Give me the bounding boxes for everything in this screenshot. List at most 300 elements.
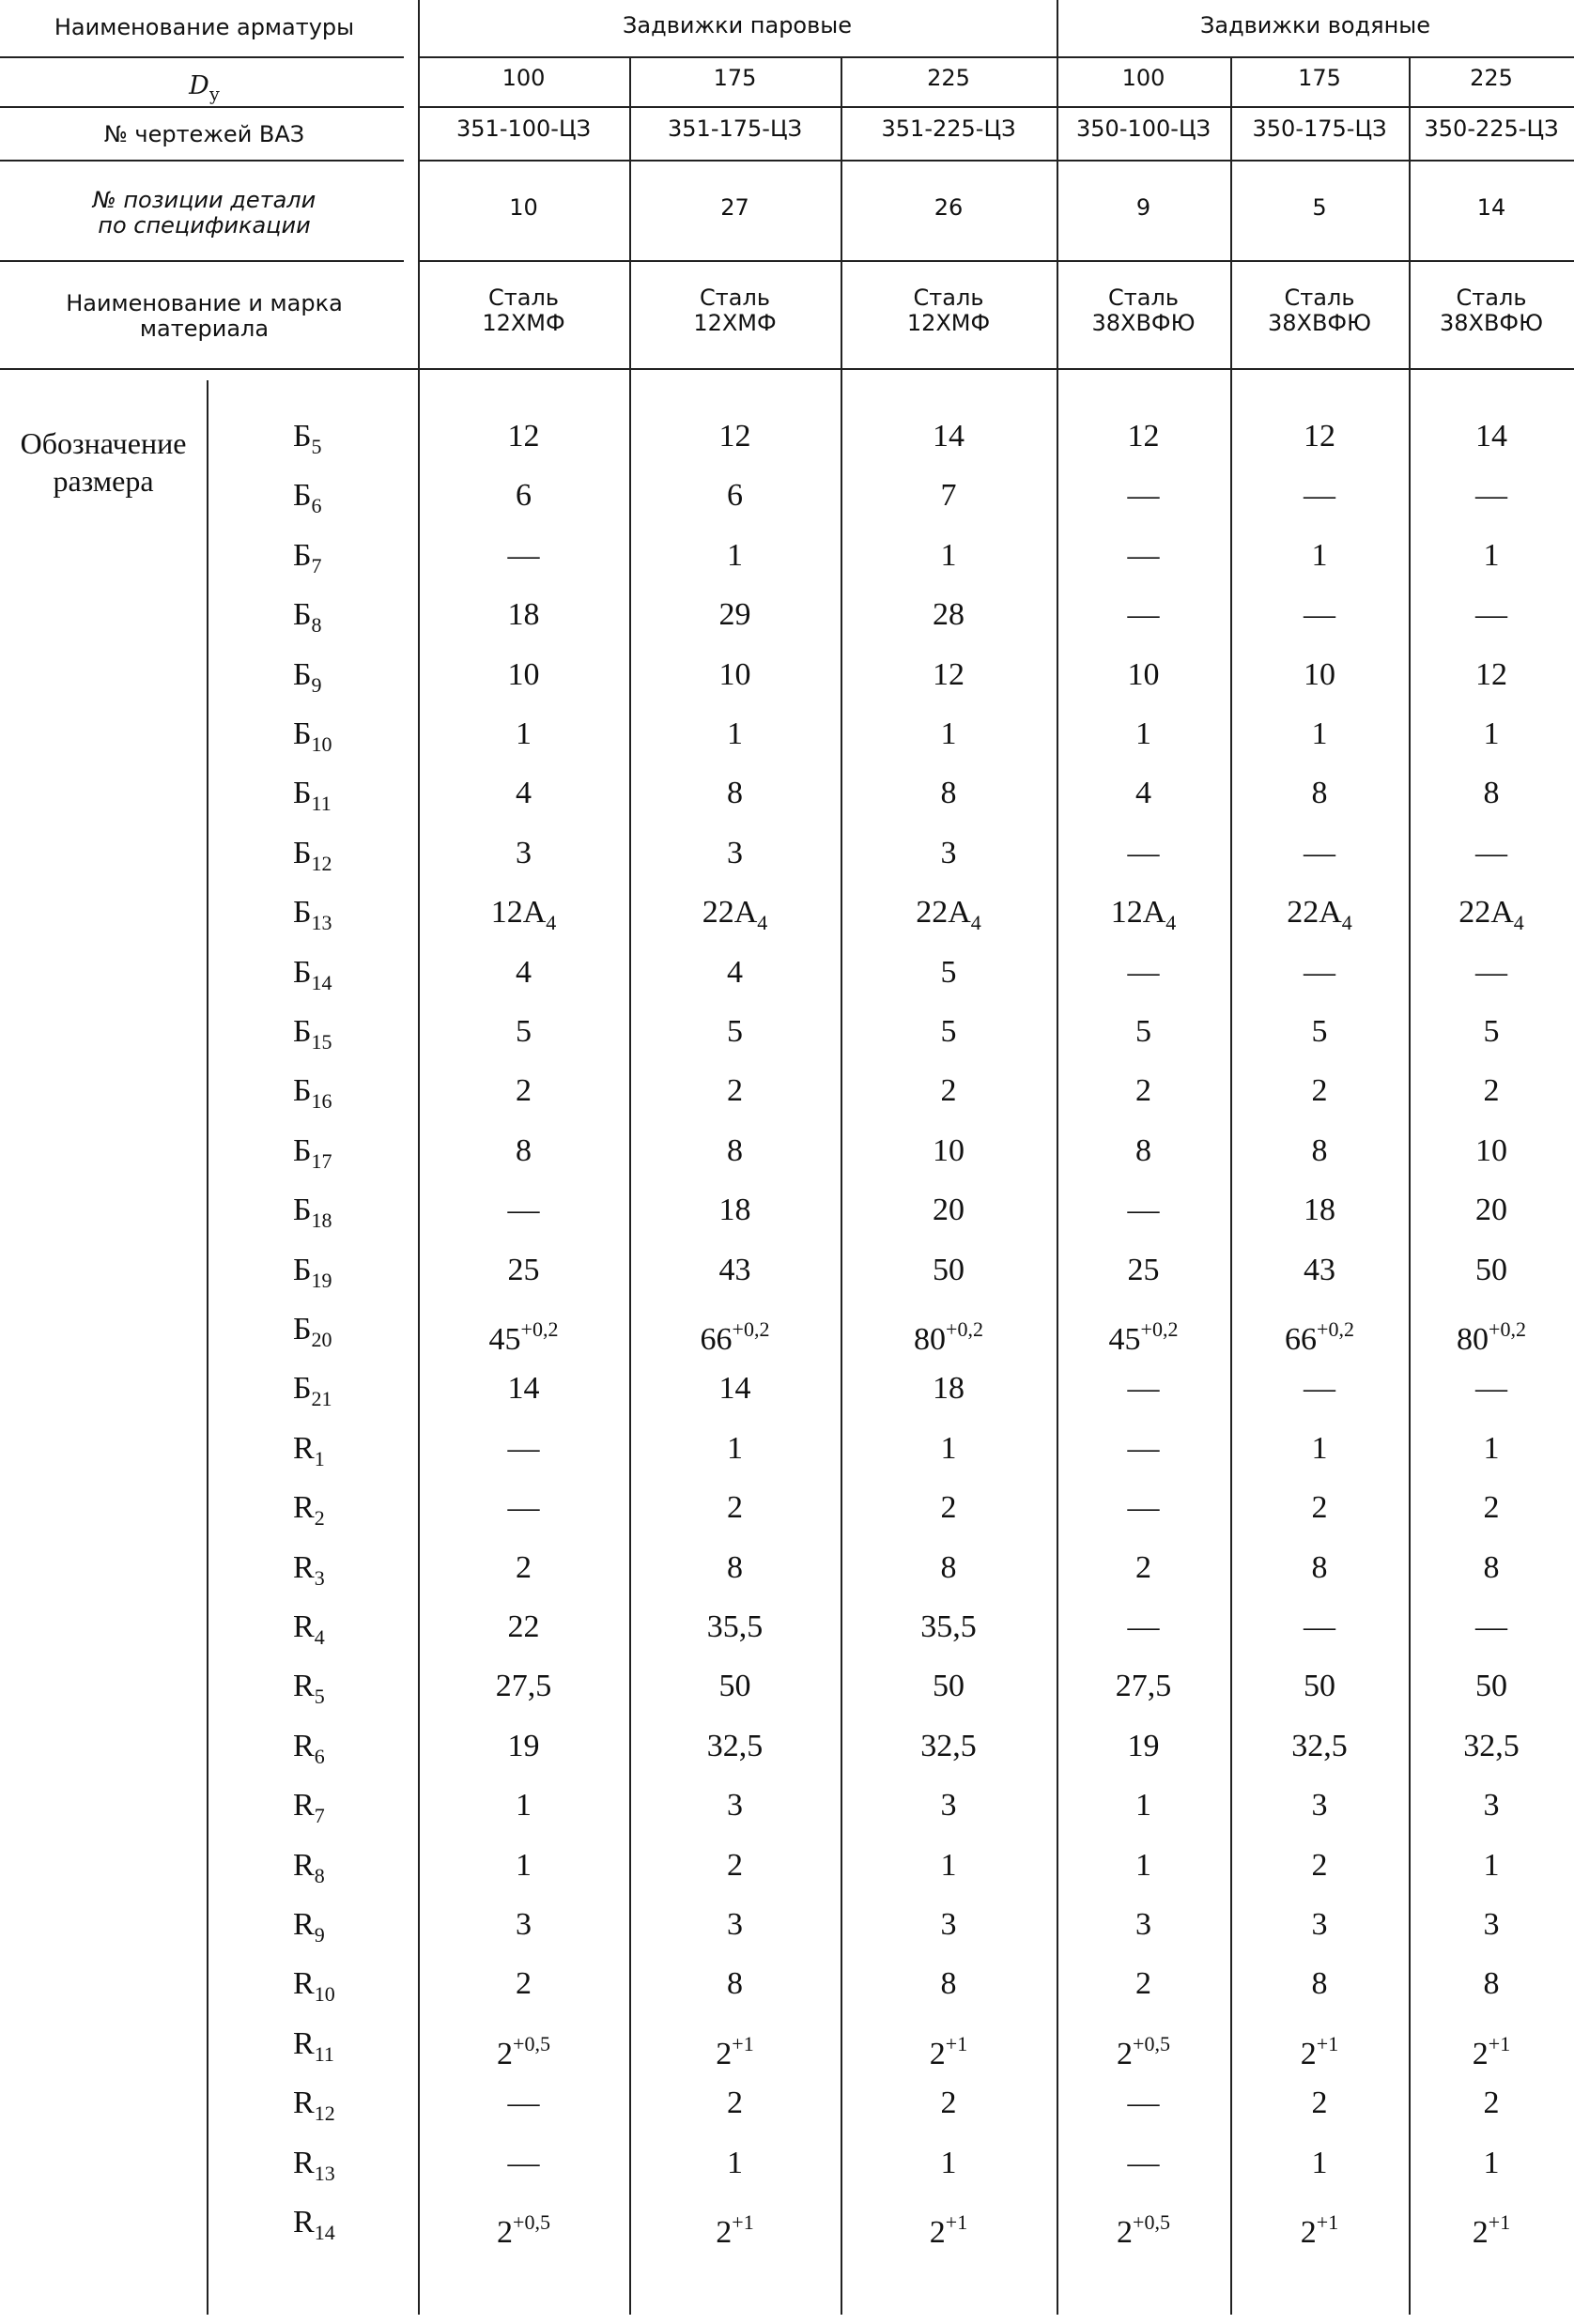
cell-value: 2 xyxy=(1311,1073,1328,1108)
row-label xyxy=(293,1311,332,1351)
row-symbol-index: 12 xyxy=(314,2101,335,2125)
table-cell xyxy=(1057,954,1230,992)
table-cell xyxy=(1409,894,1574,934)
table-cell xyxy=(1409,1192,1574,1229)
table-cell xyxy=(841,1668,1057,1705)
row-symbol-index: 10 xyxy=(314,1982,335,2006)
cell-subscript: 4 xyxy=(546,911,557,934)
table-cell xyxy=(1057,716,1230,753)
table-cell xyxy=(1230,2085,1409,2122)
table-cell xyxy=(841,716,1057,753)
cell-value: 12 xyxy=(1304,419,1335,454)
table-cell xyxy=(1409,954,1574,992)
table-cell xyxy=(418,1370,629,1408)
cell-value: 1 xyxy=(1311,1431,1328,1466)
cell-value: 22 xyxy=(507,1609,540,1644)
row-symbol-index: 7 xyxy=(311,554,322,577)
cell-value: 2 xyxy=(516,1550,532,1585)
row-label xyxy=(293,894,332,934)
table-cell xyxy=(841,1311,1057,1357)
cell-tolerance: +1 xyxy=(732,2032,754,2055)
table-cell xyxy=(1409,1549,1574,1587)
table-cell xyxy=(629,1489,841,1527)
table-cell xyxy=(1230,1370,1409,1408)
cell-value: 14 xyxy=(933,419,964,454)
position-number: 26 xyxy=(934,194,964,221)
table-cell xyxy=(1057,1430,1230,1468)
table-cell xyxy=(1230,1192,1409,1229)
cell-value: 5 xyxy=(516,1014,532,1049)
table-cell xyxy=(629,1906,841,1944)
row-label xyxy=(293,1252,332,1292)
table-cell xyxy=(1057,537,1230,575)
table-cell xyxy=(418,1013,629,1051)
row-symbol-index: 20 xyxy=(311,1328,332,1351)
cell-tolerance: +0,2 xyxy=(732,1317,770,1341)
cell-value: 1 xyxy=(1135,1848,1151,1883)
drawing-number: 350-100-ЦЗ xyxy=(1076,115,1211,142)
table-cell xyxy=(418,954,629,992)
row-symbol-index: 8 xyxy=(311,613,322,637)
table-cell xyxy=(1230,1311,1409,1357)
row-symbol-index: 5 xyxy=(314,1685,325,1708)
table-cell xyxy=(629,1192,841,1229)
position-label-line1: № позиции детали xyxy=(92,187,316,213)
cell-value: — xyxy=(1475,1371,1507,1406)
cell-value: 50 xyxy=(718,1669,751,1703)
table-cell xyxy=(629,835,841,872)
table-cell xyxy=(418,1252,629,1289)
table-cell xyxy=(1230,1728,1409,1765)
table-cell xyxy=(1409,1132,1574,1170)
table-cell xyxy=(1409,716,1574,753)
cell-value: — xyxy=(1127,955,1160,990)
table-cell xyxy=(418,2025,629,2071)
cell-value: 2 xyxy=(940,1073,957,1108)
cell-value: 1 xyxy=(516,1848,532,1883)
row-symbol: R xyxy=(293,1788,315,1823)
table-cell xyxy=(1230,1965,1409,2003)
row-symbol-index: 12 xyxy=(311,852,332,875)
group-water-header: Задвижки водяные xyxy=(1199,12,1431,38)
table-cell xyxy=(1409,1965,1574,2003)
table-cell xyxy=(1057,1965,1230,2003)
material-grade: 12ХМФ xyxy=(906,310,991,336)
table-cell xyxy=(629,1252,841,1289)
cell-value: 1 xyxy=(1135,716,1151,751)
cell-value: 4 xyxy=(727,955,743,990)
cell-value: 27,5 xyxy=(1115,1669,1172,1703)
row-label xyxy=(293,596,322,637)
table-cell xyxy=(1057,1608,1230,1646)
row-symbol-index: 3 xyxy=(314,1566,325,1590)
table-cell xyxy=(841,1192,1057,1229)
cell-value: 50 xyxy=(933,1669,964,1703)
row-symbol-index: 16 xyxy=(311,1089,332,1113)
row-label xyxy=(293,835,332,875)
table-cell xyxy=(841,1252,1057,1289)
row-symbol: R xyxy=(293,1609,315,1644)
cell-tolerance: +0,5 xyxy=(1133,2210,1170,2234)
cell-value: 2 xyxy=(1135,1550,1151,1585)
cell-value: 3 xyxy=(1311,1907,1328,1942)
cell-value: 8 xyxy=(1311,1550,1328,1585)
table-cell xyxy=(841,1013,1057,1051)
table-cell xyxy=(418,1132,629,1170)
cell-value: 1 xyxy=(1483,2146,1500,2180)
cell-value: 32,5 xyxy=(1463,1729,1520,1763)
cell-value: 3 xyxy=(940,836,957,870)
table-cell xyxy=(1057,835,1230,872)
cell-tolerance: +1 xyxy=(732,2210,754,2234)
cell-value: 25 xyxy=(1127,1253,1160,1287)
row-symbol-index: 13 xyxy=(311,911,332,934)
cell-tolerance: +0,2 xyxy=(946,1317,983,1341)
cell-value: 10 xyxy=(718,657,751,692)
cell-value: — xyxy=(507,1490,540,1525)
dy-value: 175 xyxy=(713,65,757,91)
material-name: Сталь xyxy=(700,285,770,311)
material-grade: 38ХВФЮ xyxy=(1091,310,1196,336)
table-cell xyxy=(1230,1132,1409,1170)
table-cell xyxy=(841,1072,1057,1110)
cell-tolerance: +0,5 xyxy=(1133,2032,1170,2055)
cell-tolerance: +1 xyxy=(945,2210,968,2234)
row-label xyxy=(293,656,322,697)
cell-value: 3 xyxy=(1135,1907,1151,1942)
material-name: Сталь xyxy=(1456,285,1527,311)
table-cell xyxy=(1409,1370,1574,1408)
cell-value: 2 xyxy=(1483,1073,1500,1108)
cell-value: — xyxy=(507,1193,540,1227)
table-cell xyxy=(1409,477,1574,515)
table-cell xyxy=(1057,2204,1230,2250)
table-cell xyxy=(629,1370,841,1408)
cell-value: 1 xyxy=(1483,716,1500,751)
cell-value: 3 xyxy=(727,1788,743,1823)
cell-value: 45 xyxy=(1108,1322,1141,1357)
table-cell xyxy=(1409,596,1574,634)
table-cell xyxy=(629,656,841,694)
row-label xyxy=(293,775,332,815)
table-cell xyxy=(418,775,629,812)
row-symbol-index: 8 xyxy=(314,1864,325,1887)
cell-value: 10 xyxy=(1475,1133,1507,1168)
cell-value: — xyxy=(1304,1609,1335,1644)
table-cell xyxy=(418,1072,629,1110)
row-symbol: Б xyxy=(293,1193,312,1227)
table-cell xyxy=(841,656,1057,694)
cell-value: 3 xyxy=(940,1907,957,1942)
cell-value: 2 xyxy=(727,1073,743,1108)
table-cell xyxy=(418,1549,629,1587)
row-symbol: Б xyxy=(293,1312,312,1347)
table-cell xyxy=(1409,656,1574,694)
table-cell xyxy=(1409,2204,1574,2250)
rule-h xyxy=(418,260,1574,262)
rule-v xyxy=(207,380,208,2315)
table-cell xyxy=(841,1549,1057,1587)
drawing-label: № чертежей ВАЗ xyxy=(103,121,305,147)
cell-value: 1 xyxy=(940,1848,957,1883)
cell-value: 66 xyxy=(700,1322,733,1357)
table-cell xyxy=(1230,1430,1409,1468)
cell-value: 2 xyxy=(1300,2037,1317,2071)
cell-value: 1 xyxy=(727,538,743,573)
table-cell xyxy=(418,596,629,634)
table-cell xyxy=(629,1847,841,1885)
cell-tolerance: +0,2 xyxy=(1140,1317,1179,1341)
cell-value: 8 xyxy=(727,1966,743,2001)
cell-value: 18 xyxy=(718,1193,751,1227)
cell-tolerance: +1 xyxy=(1316,2032,1339,2055)
table-cell xyxy=(1409,2145,1574,2182)
row-symbol: Б xyxy=(293,1014,312,1049)
row-symbol-index: 19 xyxy=(311,1269,332,1292)
dy-value: 225 xyxy=(927,65,970,91)
position-label-line2: по спецификации xyxy=(98,212,311,239)
table-cell xyxy=(629,1013,841,1051)
row-symbol: R xyxy=(293,2085,315,2120)
table-cell xyxy=(1057,1847,1230,1885)
table-cell xyxy=(1409,1252,1574,1289)
table-cell xyxy=(1409,1906,1574,1944)
cell-value: — xyxy=(507,2146,540,2180)
row-symbol: Б xyxy=(293,836,312,870)
cell-value: 50 xyxy=(933,1253,964,1287)
cell-value: 80 xyxy=(914,1322,947,1357)
row-symbol: R xyxy=(293,1490,315,1525)
row-symbol: Б xyxy=(293,895,312,930)
cell-value: — xyxy=(507,2085,540,2120)
row-symbol: R xyxy=(293,2205,315,2239)
rule-h xyxy=(0,106,404,108)
table-cell xyxy=(1409,2025,1574,2071)
cell-value: — xyxy=(1127,836,1160,870)
material-name: Сталь xyxy=(488,285,559,311)
table-cell xyxy=(841,954,1057,992)
cell-value: 1 xyxy=(727,716,743,751)
table-cell xyxy=(629,954,841,992)
table-cell xyxy=(841,1489,1057,1527)
material-grade: 12ХМФ xyxy=(482,310,565,336)
table-cell xyxy=(1057,2145,1230,2182)
cell-value: 20 xyxy=(933,1193,964,1227)
row-label xyxy=(293,954,332,992)
row-symbol-index: 15 xyxy=(311,1030,332,1054)
cell-value: 3 xyxy=(1483,1907,1500,1942)
cell-value: 4 xyxy=(516,955,532,990)
row-label xyxy=(293,1192,332,1232)
cell-value: 35,5 xyxy=(920,1609,977,1644)
table-cell xyxy=(1057,1013,1230,1051)
table-cell xyxy=(1409,775,1574,812)
cell-value: 3 xyxy=(1311,1788,1328,1823)
dy-label xyxy=(0,73,409,107)
drawing-number: 350-175-ЦЗ xyxy=(1252,115,1387,142)
table-cell xyxy=(1409,1013,1574,1051)
table-cell xyxy=(629,1311,841,1357)
cell-value: 3 xyxy=(727,836,743,870)
row-symbol-index: 10 xyxy=(311,732,332,756)
row-label xyxy=(293,537,322,575)
table-cell xyxy=(418,2145,629,2182)
cell-value: 1 xyxy=(516,716,532,751)
fitting-name-label: Наименование арматуры xyxy=(54,14,355,40)
table-cell xyxy=(841,1608,1057,1646)
cell-value: 4 xyxy=(1135,776,1151,810)
table-cell xyxy=(841,2025,1057,2071)
table-cell xyxy=(1409,1430,1574,1468)
row-symbol: Б xyxy=(293,1253,312,1287)
row-label xyxy=(293,2204,335,2244)
row-label xyxy=(293,1668,325,1708)
table-cell xyxy=(418,418,629,455)
table-cell xyxy=(1230,656,1409,694)
cell-value: 22А xyxy=(916,895,971,930)
row-label xyxy=(293,1489,325,1530)
table-cell xyxy=(1230,596,1409,634)
table-cell xyxy=(1230,2204,1409,2250)
cell-subscript: 4 xyxy=(1513,911,1524,934)
table-cell xyxy=(841,1132,1057,1170)
table-cell xyxy=(1057,1192,1230,1229)
table-cell xyxy=(1409,418,1574,455)
table-cell xyxy=(841,1728,1057,1765)
table-cell xyxy=(1230,1847,1409,1885)
material-grade: 12ХМФ xyxy=(693,310,777,336)
cell-value: 12 xyxy=(1127,419,1160,454)
cell-value: 8 xyxy=(727,1133,743,1168)
row-label xyxy=(293,418,322,458)
cell-value: 2 xyxy=(1117,2037,1134,2071)
cell-value: 1 xyxy=(940,716,957,751)
cell-tolerance: +0,5 xyxy=(513,2210,550,2234)
cell-value: 80 xyxy=(1457,1322,1489,1357)
cell-value: 3 xyxy=(516,836,532,870)
cell-tolerance: +1 xyxy=(1488,2032,1511,2055)
material-grade: 38ХВФЮ xyxy=(1267,310,1371,336)
table-cell xyxy=(841,596,1057,634)
row-label xyxy=(293,2085,335,2125)
cell-value: 29 xyxy=(718,597,751,632)
row-symbol-index: 13 xyxy=(314,2162,335,2185)
cell-value: 18 xyxy=(933,1371,964,1406)
cell-value: 22А xyxy=(1287,895,1342,930)
row-symbol: Б xyxy=(293,597,312,632)
table-cell xyxy=(418,1311,629,1357)
cell-value: 2 xyxy=(516,1073,532,1108)
table-cell xyxy=(418,1847,629,1885)
row-label xyxy=(293,1965,335,2006)
cell-value: 1 xyxy=(940,1431,957,1466)
rule-h xyxy=(418,160,1574,162)
row-symbol: R xyxy=(293,1848,315,1883)
table-cell xyxy=(629,1430,841,1468)
table-cell xyxy=(1057,1252,1230,1289)
cell-value: 8 xyxy=(940,1966,957,2001)
row-label xyxy=(293,477,322,515)
cell-value: 10 xyxy=(507,657,540,692)
cell-value: 8 xyxy=(727,1550,743,1585)
table-cell xyxy=(418,1965,629,2003)
position-number: 14 xyxy=(1476,194,1506,221)
rule-h xyxy=(0,56,404,58)
row-symbol-index: 17 xyxy=(311,1149,332,1173)
table-cell xyxy=(841,1787,1057,1824)
cell-value: 18 xyxy=(1304,1193,1335,1227)
table-cell xyxy=(841,537,1057,575)
cell-value: 50 xyxy=(1475,1253,1507,1287)
row-symbol: Б xyxy=(293,419,312,454)
table-cell xyxy=(629,2085,841,2122)
drawing-number: 351-225-ЦЗ xyxy=(881,115,1016,142)
dy-value: 175 xyxy=(1298,65,1341,91)
row-symbol-index: 7 xyxy=(314,1804,325,1827)
row-symbol-index: 9 xyxy=(311,673,322,697)
cell-value: 5 xyxy=(940,1014,957,1049)
cell-value: — xyxy=(1127,1490,1160,1525)
cell-value: 50 xyxy=(1304,1669,1335,1703)
cell-value: 12 xyxy=(507,419,540,454)
dy-label-main: D xyxy=(189,71,209,100)
table-cell xyxy=(629,1132,841,1170)
table-cell xyxy=(418,1906,629,1944)
row-label xyxy=(293,1787,325,1827)
table-cell xyxy=(629,1965,841,2003)
cell-value: 20 xyxy=(1475,1193,1507,1227)
table-cell xyxy=(1057,1072,1230,1110)
cell-value: 3 xyxy=(516,1907,532,1942)
cell-value: 3 xyxy=(1483,1788,1500,1823)
side-label-line2: размера xyxy=(53,464,154,498)
cell-value: 12 xyxy=(933,657,964,692)
row-symbol: R xyxy=(293,1550,315,1585)
cell-tolerance: +0,5 xyxy=(513,2032,550,2055)
cell-value: 43 xyxy=(718,1253,751,1287)
table-cell xyxy=(1230,954,1409,992)
cell-value: 8 xyxy=(1311,776,1328,810)
table-cell xyxy=(1230,1787,1409,1824)
rule-h xyxy=(0,160,404,162)
cell-value: 10 xyxy=(1127,657,1160,692)
table-cell xyxy=(1230,716,1409,753)
table-cell xyxy=(629,537,841,575)
cell-value: 8 xyxy=(1135,1133,1151,1168)
row-symbol: R xyxy=(293,1729,315,1763)
table-cell xyxy=(841,1430,1057,1468)
cell-value: 1 xyxy=(1483,1431,1500,1466)
cell-value: 2 xyxy=(929,2037,946,2071)
cell-value: 2 xyxy=(1135,1966,1151,2001)
cell-value: 19 xyxy=(1127,1729,1160,1763)
cell-value: — xyxy=(1127,597,1160,632)
cell-subscript: 4 xyxy=(1165,911,1177,934)
cell-value: 3 xyxy=(727,1907,743,1942)
table-cell xyxy=(629,2145,841,2182)
table-cell xyxy=(1409,1489,1574,1527)
table-cell xyxy=(1409,2085,1574,2122)
cell-value: — xyxy=(1304,836,1335,870)
table-cell xyxy=(841,894,1057,934)
cell-value: 28 xyxy=(933,597,964,632)
table-cell xyxy=(1230,477,1409,515)
table-cell xyxy=(418,1489,629,1527)
row-symbol: Б xyxy=(293,478,312,513)
table-cell xyxy=(1409,1847,1574,1885)
cell-value: 5 xyxy=(940,955,957,990)
cell-value: 12А xyxy=(490,895,547,930)
